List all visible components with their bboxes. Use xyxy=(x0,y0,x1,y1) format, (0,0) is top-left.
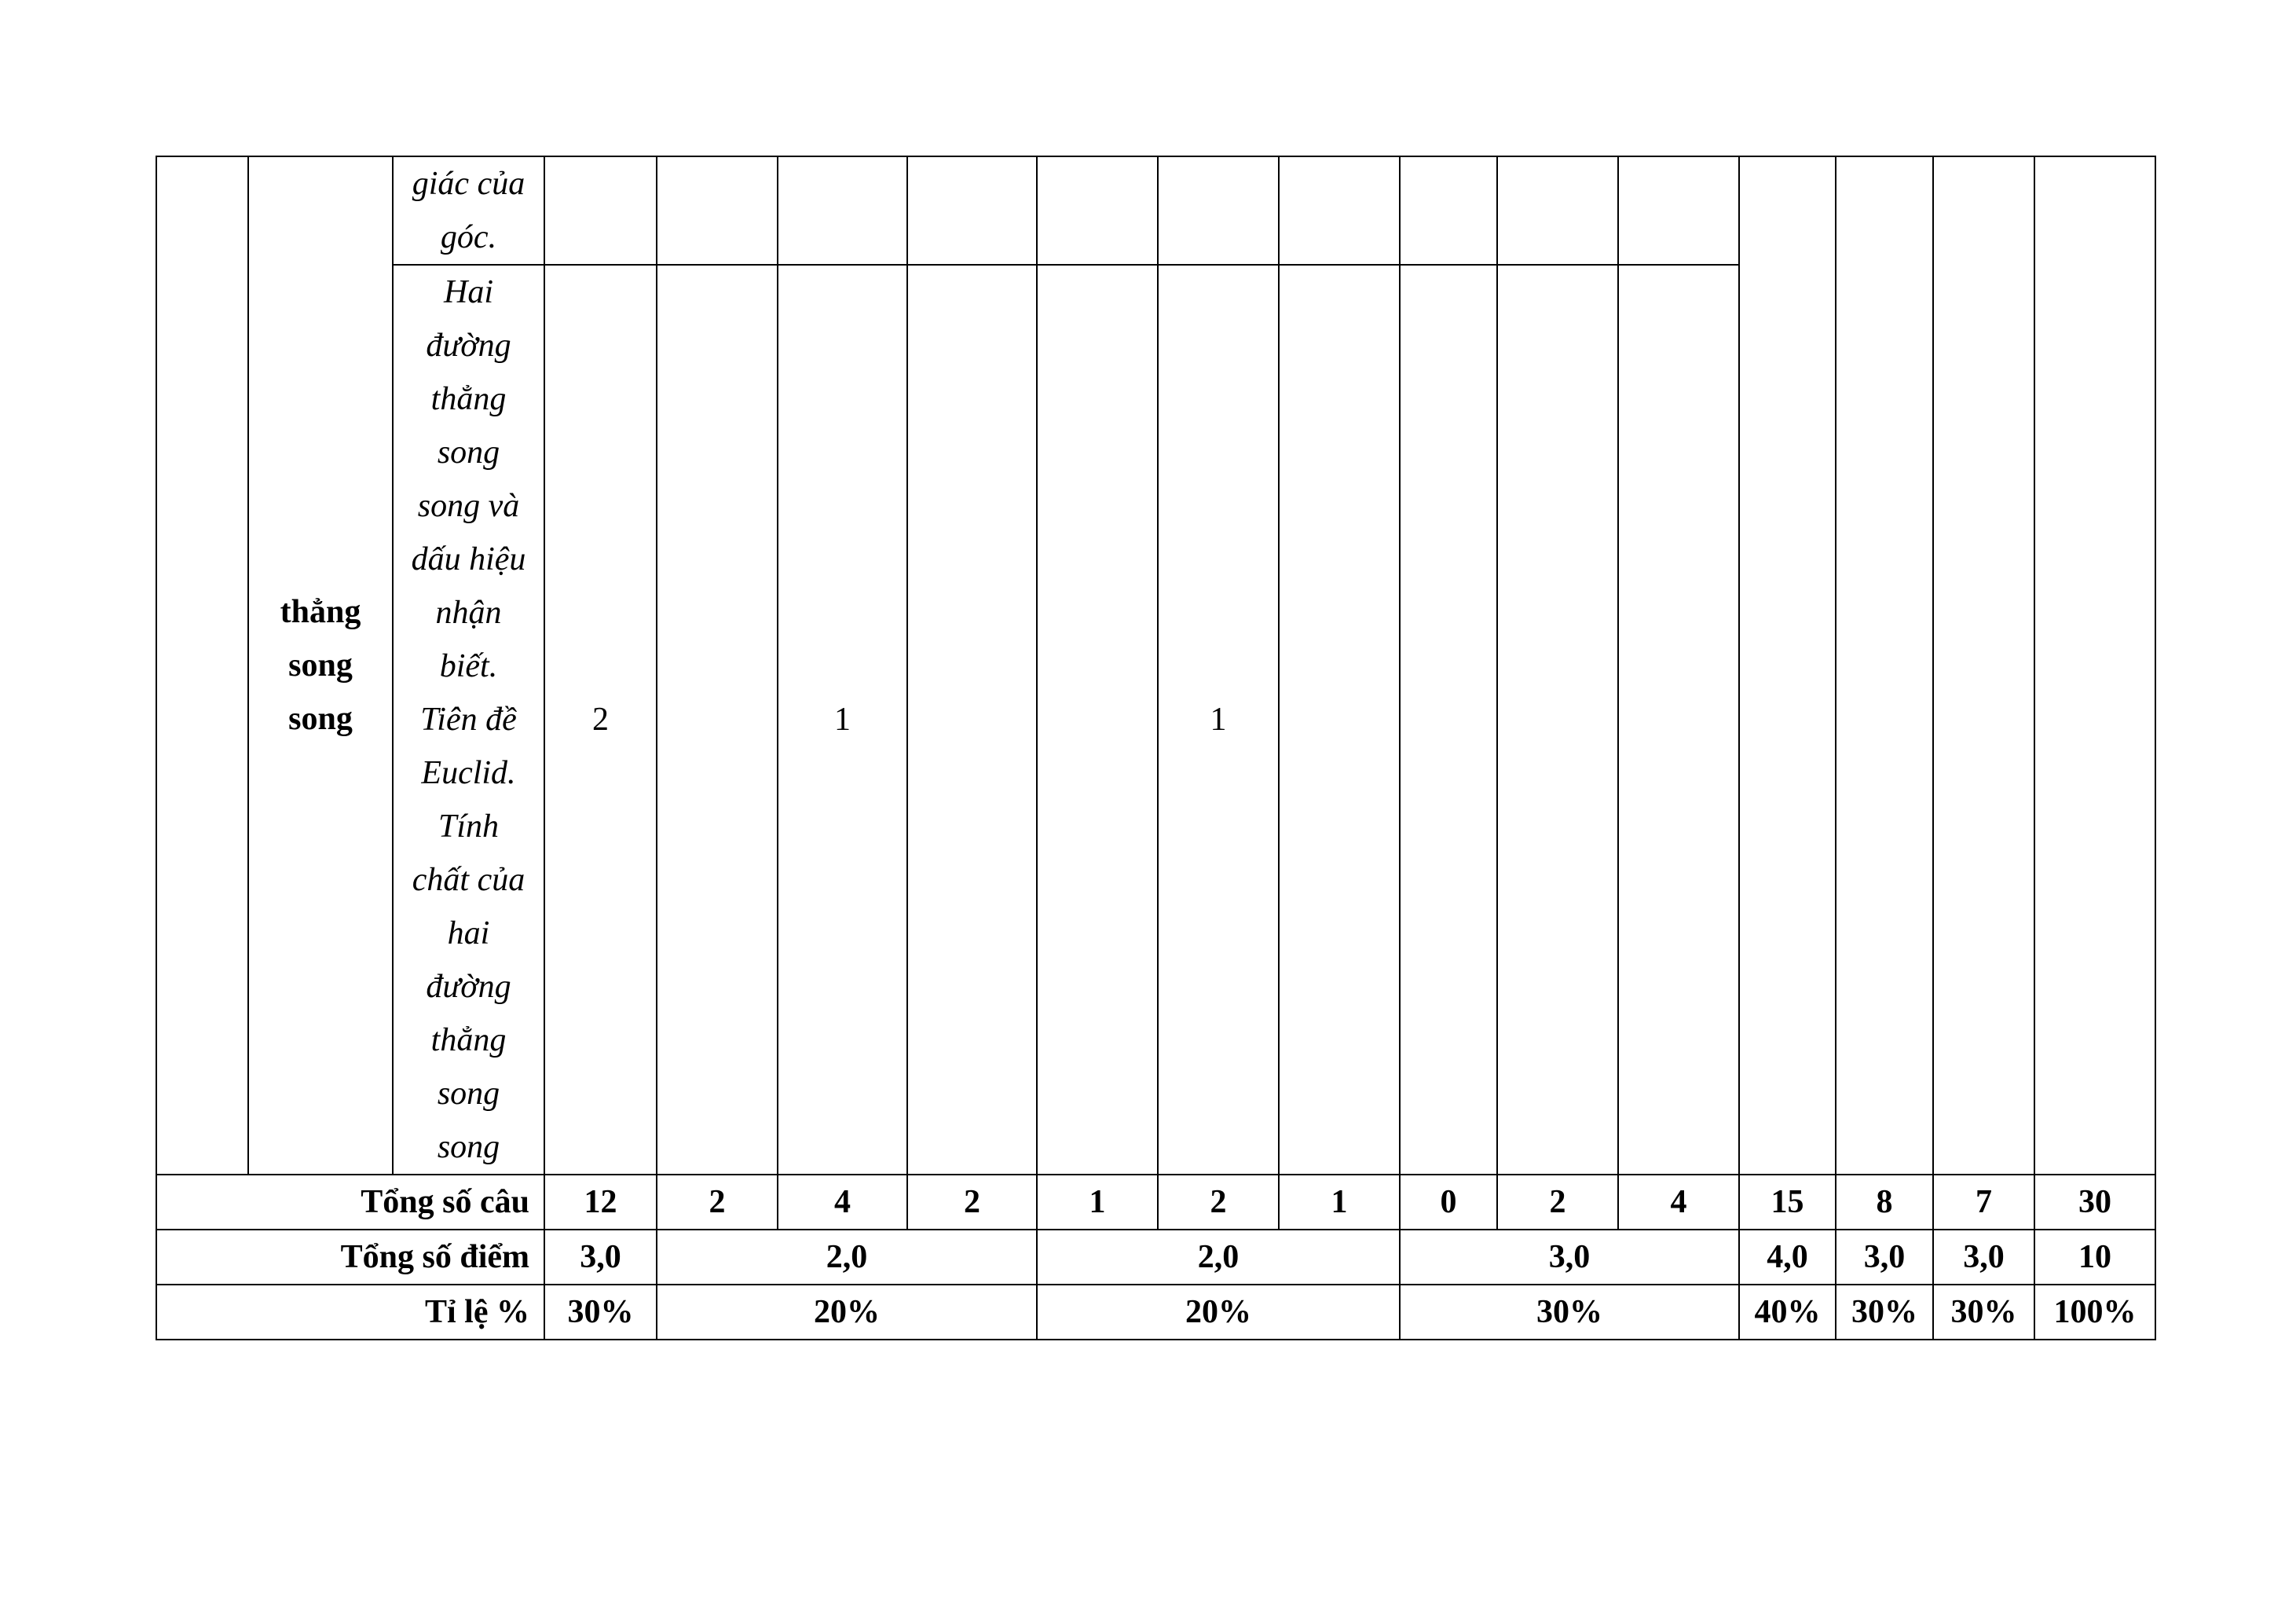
cell xyxy=(778,156,907,265)
cell xyxy=(1400,265,1497,1175)
cell-value: 1 xyxy=(778,265,907,1175)
cell xyxy=(1279,156,1400,265)
percent-value: 20% xyxy=(1037,1285,1400,1340)
total-questions-label: Tổng số câu xyxy=(156,1175,544,1230)
cell xyxy=(1933,156,2034,1175)
total-questions-value: 15 xyxy=(1739,1175,1836,1230)
assessment-matrix-table xyxy=(156,156,2156,1340)
cell xyxy=(657,156,778,265)
topic-line: thẳng xyxy=(430,381,507,417)
topic-line: song và xyxy=(417,488,520,524)
unit-line: thẳng xyxy=(280,594,361,630)
cell xyxy=(2034,156,2155,1175)
topic-line: Euclid. xyxy=(421,755,516,791)
cell xyxy=(1836,156,1933,1175)
table-row-total-points xyxy=(156,1230,2155,1285)
cell xyxy=(1618,156,1739,265)
cell xyxy=(907,156,1037,265)
topic-line: giác của xyxy=(412,166,525,202)
unit-line: song xyxy=(288,701,353,737)
cell xyxy=(544,156,657,265)
cell xyxy=(1158,156,1279,265)
cell xyxy=(1497,156,1618,265)
percent-value: 30% xyxy=(1836,1285,1933,1340)
table-row-total-questions xyxy=(156,1175,2155,1230)
total-points-value: 3,0 xyxy=(1836,1230,1933,1285)
topic-line: biết. xyxy=(439,648,498,684)
cell xyxy=(657,265,778,1175)
percent-value: 40% xyxy=(1739,1285,1836,1340)
cell-value: 1 xyxy=(1158,265,1279,1175)
topic-line: chất của xyxy=(412,862,525,898)
total-questions-value: 1 xyxy=(1279,1175,1400,1230)
total-points-value: 3,0 xyxy=(544,1230,657,1285)
cell-value: 2 xyxy=(544,265,657,1175)
cell xyxy=(1037,265,1158,1175)
cell xyxy=(1739,156,1836,1175)
topic-line: Tiên đề xyxy=(420,702,517,738)
topic-line: đường xyxy=(426,328,511,364)
total-points-value: 2,0 xyxy=(1037,1230,1400,1285)
topic-line: Tính xyxy=(438,808,500,845)
cell xyxy=(1497,265,1618,1175)
percent-value: 100% xyxy=(2034,1285,2155,1340)
cell xyxy=(1618,265,1739,1175)
total-questions-value: 0 xyxy=(1400,1175,1497,1230)
total-points-value: 3,0 xyxy=(1933,1230,2034,1285)
percent-label: Tỉ lệ % xyxy=(156,1285,544,1340)
topic-line: song xyxy=(437,434,500,471)
topic-line: thẳng xyxy=(430,1022,507,1058)
topic-line: dấu hiệu xyxy=(411,541,526,577)
percent-value: 30% xyxy=(1400,1285,1739,1340)
total-questions-value: 4 xyxy=(1618,1175,1739,1230)
percent-value: 20% xyxy=(657,1285,1037,1340)
table-row-percent xyxy=(156,1285,2155,1340)
topic-line: Hai xyxy=(444,274,493,310)
percent-value: 30% xyxy=(544,1285,657,1340)
total-questions-value: 8 xyxy=(1836,1175,1933,1230)
total-questions-value: 30 xyxy=(2034,1175,2155,1230)
total-points-value: 10 xyxy=(2034,1230,2155,1285)
total-questions-value: 2 xyxy=(1497,1175,1618,1230)
topic-line: đường xyxy=(426,969,511,1005)
topic-line: nhận xyxy=(435,595,502,631)
total-questions-value: 4 xyxy=(778,1175,907,1230)
topic-line: hai xyxy=(447,915,490,951)
total-questions-value: 2 xyxy=(907,1175,1037,1230)
cell xyxy=(1400,156,1497,265)
total-questions-value: 7 xyxy=(1933,1175,2034,1230)
unit-line: song xyxy=(288,647,353,684)
topic-line: song xyxy=(437,1076,500,1112)
total-points-value: 4,0 xyxy=(1739,1230,1836,1285)
total-questions-value: 1 xyxy=(1037,1175,1158,1230)
topic-line: góc. xyxy=(440,219,497,255)
total-points-value: 3,0 xyxy=(1400,1230,1739,1285)
total-points-value: 2,0 xyxy=(657,1230,1037,1285)
cell xyxy=(907,265,1037,1175)
chapter-cell xyxy=(156,156,248,1175)
topic-line: song xyxy=(437,1129,500,1165)
cell xyxy=(1037,156,1158,265)
total-questions-value: 12 xyxy=(544,1175,657,1230)
topic-cell-angle-bisector xyxy=(393,156,544,265)
percent-value: 30% xyxy=(1933,1285,2034,1340)
total-questions-value: 2 xyxy=(657,1175,778,1230)
unit-cell xyxy=(248,156,393,1175)
cell xyxy=(1279,265,1400,1175)
total-points-label: Tổng số điểm xyxy=(156,1230,544,1285)
topic-cell-parallel-lines xyxy=(393,265,544,1175)
total-questions-value: 2 xyxy=(1158,1175,1279,1230)
table-row-topic-1 xyxy=(156,156,2155,265)
